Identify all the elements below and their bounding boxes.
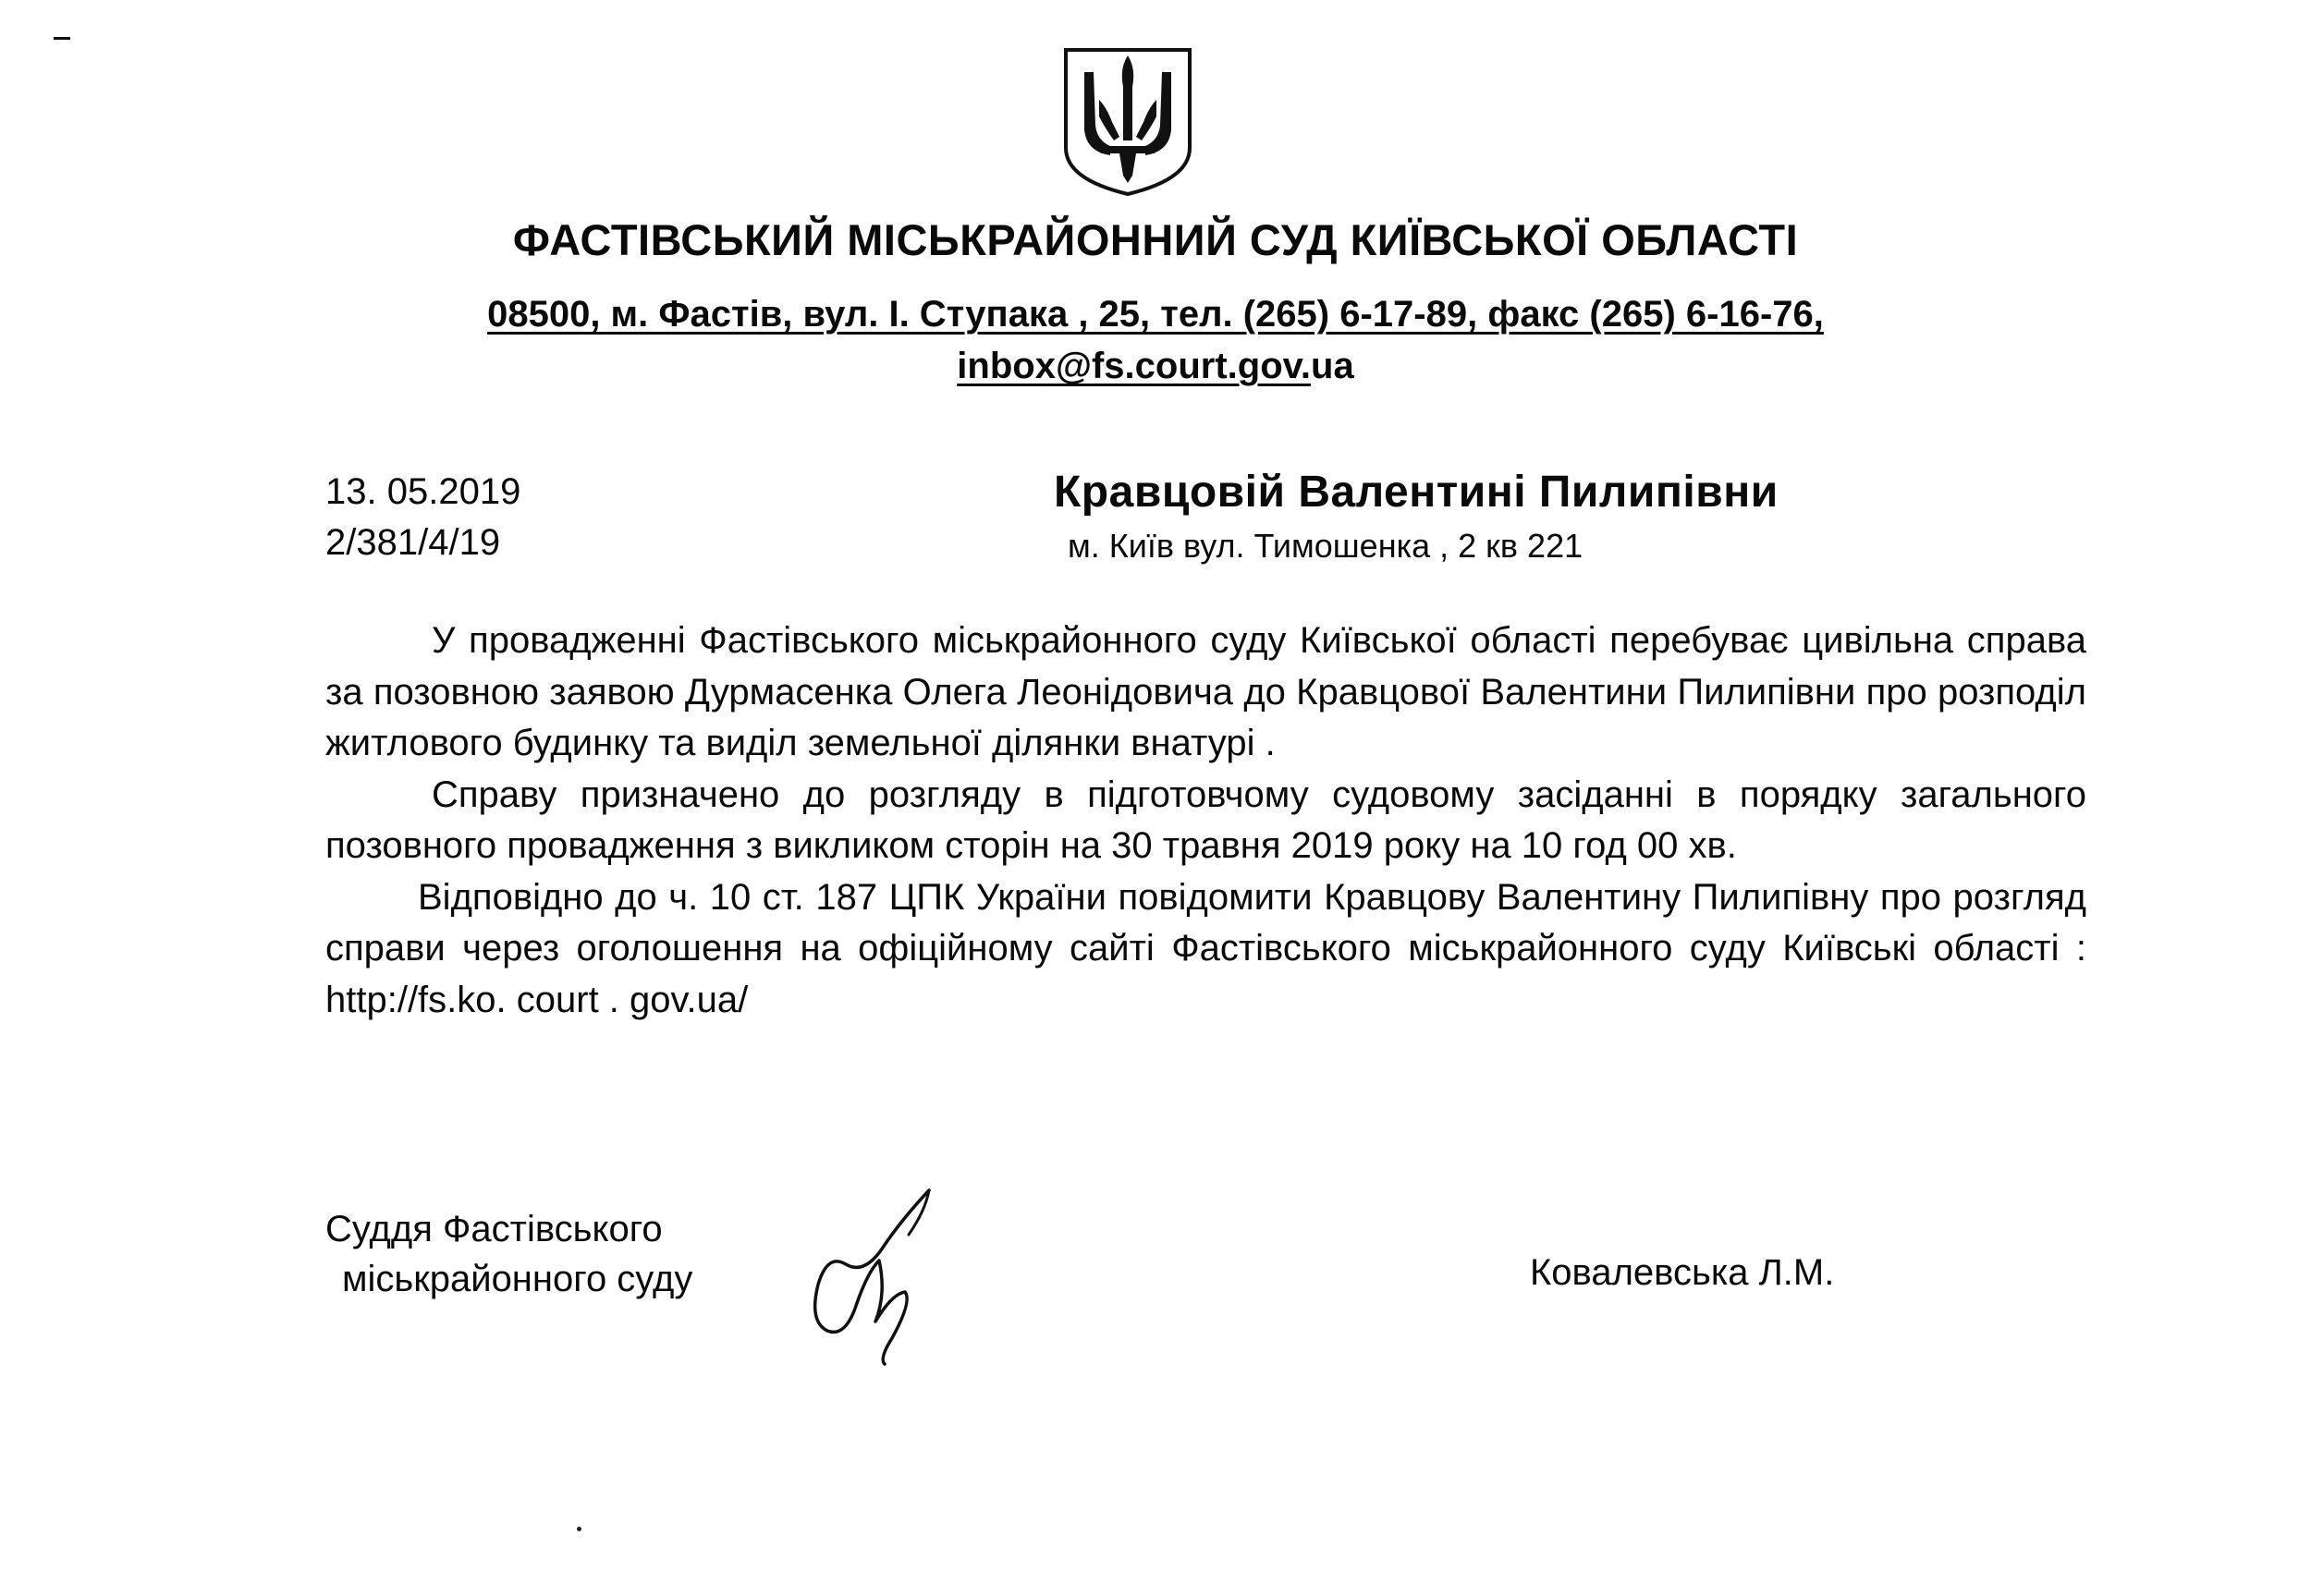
case-reference: 2/381/4/19 xyxy=(325,522,501,563)
scan-dot xyxy=(577,1527,581,1531)
judge-name: Ковалевська Л.М. xyxy=(1530,1252,1835,1293)
court-name: ФАСТІВСЬКИЙ МІСЬКРАЙОННИЙ СУД КИЇВСЬКОЇ ОБЛАСТІ xyxy=(512,215,1799,264)
scan-mark xyxy=(54,37,70,40)
trident-coat-of-arms-icon xyxy=(1058,44,1197,198)
email-link[interactable]: inbox@fs.court.gov. xyxy=(957,346,1312,386)
signatory-role-line-2: міськрайонного суду xyxy=(342,1259,693,1299)
recipient-name: Кравцовій Валентині Пилипівни xyxy=(1054,468,1779,517)
signatory-role-line-1: Суддя Фастівського xyxy=(325,1209,663,1249)
court-address-text: 08500, м. Фастів, вул. І. Ступака , 25, тел. (265) 6-17-89, факс (265) 6-16-76, xyxy=(487,294,1824,335)
letter-body xyxy=(325,615,2086,1026)
recipient-address: м. Київ вул. Тимошенка , 2 кв 221 xyxy=(1068,527,1583,565)
court-email xyxy=(0,346,2311,387)
email-suffix: ua xyxy=(1311,346,1354,386)
court-address xyxy=(0,294,2311,335)
paragraph-case-info: У провадженні Фастівського міськрайонного суду Київської області перебуває цивільна справа за позовною заявою Дурмасенка Олега Леонідовича до Кравцової Валентини Пилипівни про розподіл житлового будинку та виділ земельної ділянки внатурі . xyxy=(325,620,2086,763)
paragraph-notice: Відповідно до ч. 10 ст. 187 ЦПК України повідомити Кравцову Валентину Пилипівну про розгляд справи через оголошення на офіційному сайті Фастівського міськрайонного суду Київські області : http://fs.ko. court . gov.ua/ xyxy=(325,876,2086,1020)
paragraph-hearing: Справу призначено до розгляду в підготовчому судовому засіданні в порядку загального позовного провадження з викликом сторін на 30 травня 2019 року на 10 год 00 хв. xyxy=(325,774,2086,866)
handwritten-signature-icon xyxy=(790,1183,957,1368)
letter-date: 13. 05.2019 xyxy=(325,471,521,512)
